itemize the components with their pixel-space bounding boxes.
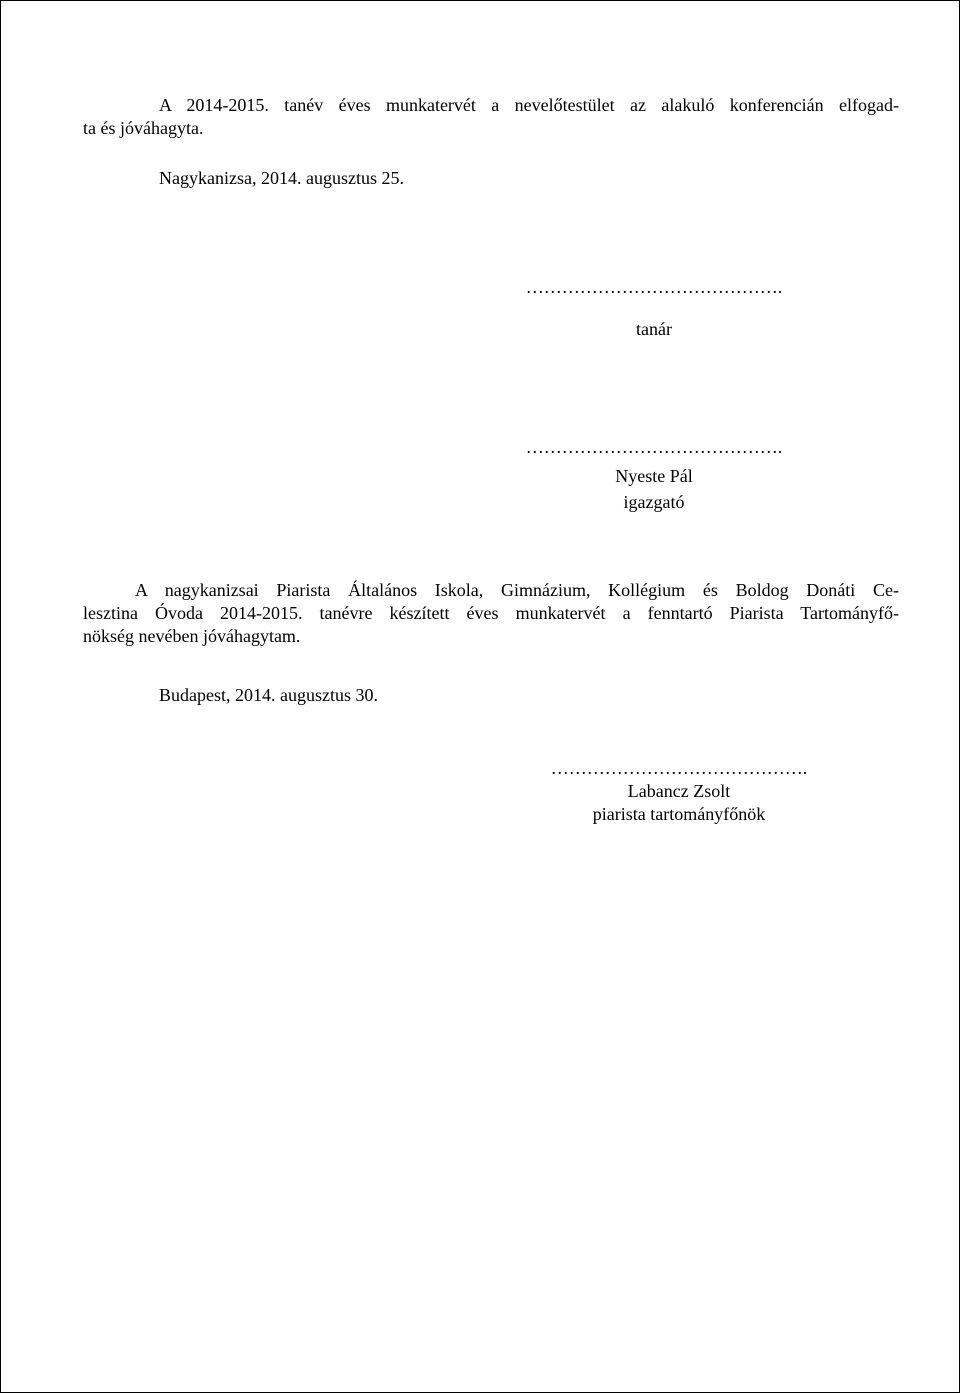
signature-line: …………………………………….	[525, 437, 783, 457]
approval-paragraph-teachers	[83, 94, 899, 140]
signature-role: piarista tartományfőnök	[592, 804, 766, 824]
signature-line: …………………………………….	[525, 277, 783, 297]
place-date-budapest: Budapest, 2014. augusztus 30.	[159, 685, 378, 705]
paragraph-line: lesztina Óvoda 2014-2015. tanévre készített éves munkatervét a fenntartó Piarista Tartományfő-	[83, 603, 899, 623]
signature-block-teacher	[483, 276, 825, 341]
signature-name: Labancz Zsolt	[627, 781, 731, 801]
place-date-nagykanizsa: Nagykanizsa, 2014. augusztus 25.	[159, 168, 404, 188]
signature-role: tanár	[636, 319, 672, 339]
signature-block-provincial	[493, 757, 865, 826]
signature-block-director	[483, 436, 825, 514]
signature-name: Nyeste Pál	[615, 466, 693, 486]
paragraph-line: nökség nevében jóváhagytam.	[83, 626, 301, 646]
signature-line: …………………………………….	[550, 758, 808, 778]
paragraph-line: ta és jóváhagyta.	[83, 118, 204, 138]
paragraph-line: A nagykanizsai Piarista Általános Iskola, Gimnázium, Kollégium és Boldog Donáti Ce-	[135, 580, 899, 600]
paragraph-line: A 2014-2015. tanév éves munkatervét a nevelőtestület az alakuló konferencián elfogad-	[159, 95, 899, 115]
signature-role: igazgató	[623, 492, 685, 512]
approval-paragraph-provincial	[83, 579, 899, 648]
